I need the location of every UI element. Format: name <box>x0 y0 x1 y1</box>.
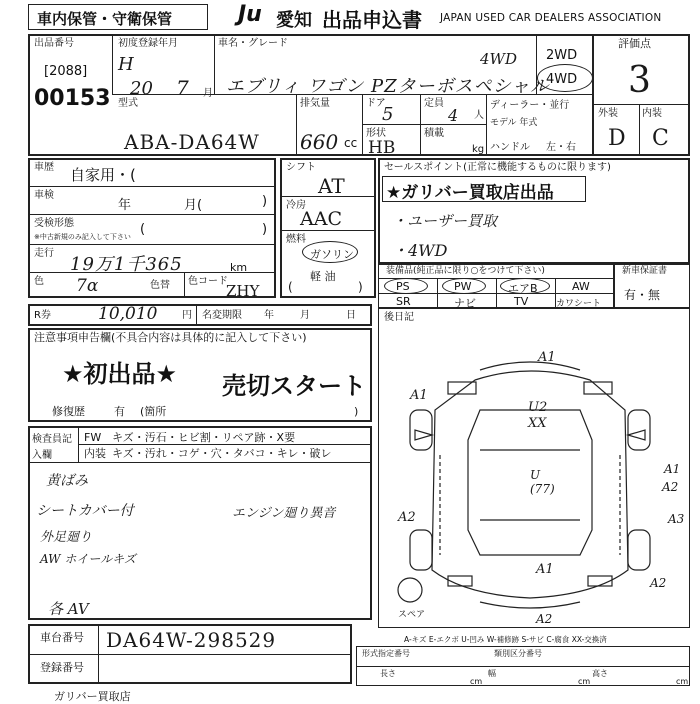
mark-right-side-2: A2 <box>662 480 679 494</box>
body-type-label: 形状 <box>366 128 386 139</box>
fw-items: キズ・汚石・ヒビ割・リペア跡・X要 <box>112 431 296 444</box>
inspection-month: 月( <box>184 198 203 213</box>
body-type-value: HB <box>368 138 396 158</box>
reg-label: 登録番号 <box>40 661 84 674</box>
fw-label: FW <box>84 431 102 444</box>
gulliver-banner-text: ★ガリバー買取店出品 <box>386 183 554 203</box>
displacement-label: 排気量 <box>300 98 330 109</box>
warranty-label: 新車保証書 <box>622 266 668 276</box>
vin-label: 車台番号 <box>40 631 84 644</box>
name-change-year: 年 <box>264 310 274 321</box>
fuel-label: 燃料 <box>286 234 306 245</box>
storage-note-box <box>28 4 208 30</box>
capacity-unit: 人 <box>474 110 484 121</box>
recycle-value: 10,010 <box>98 304 158 324</box>
inspection-close: ) <box>262 194 268 209</box>
equipment-label: 装備品(純正品に限り○をつけて下さい) <box>386 266 545 276</box>
form-title: 出品申込書 <box>322 8 422 32</box>
load-label: 積載 <box>424 128 444 139</box>
mark-rear-center: A1 <box>536 562 554 577</box>
inspector-note-3: 外足廻り <box>40 530 93 545</box>
equip-ps-circle <box>384 278 428 294</box>
fuel-open: ( <box>288 280 293 294</box>
steering-options: 左・右 <box>546 142 576 153</box>
acceptance-open: ( <box>140 222 146 237</box>
inspector-label: 検査員記入欄 <box>32 434 72 461</box>
ac-label: 冷房 <box>286 200 306 211</box>
first-reg-month: 7 <box>176 76 189 100</box>
width-label: 幅 <box>488 669 496 678</box>
interior-items-label: 内装 <box>84 447 106 460</box>
selling-note-user: ・ユーザー買取 <box>392 212 498 230</box>
mark-right-side-1: A1 <box>664 462 681 476</box>
acceptance-label: 受検形態 <box>34 218 74 229</box>
drive-4wd-circle <box>537 64 593 92</box>
history-label: 車歴 <box>34 162 54 173</box>
vin-value: DA64W-298529 <box>106 628 277 652</box>
repair-label: 修復歴 <box>52 405 85 418</box>
repair-close: ) <box>354 405 359 418</box>
first-reg-era: H <box>118 54 134 75</box>
first-reg-month-unit: 月 <box>203 88 213 99</box>
model-value: ABA-DA64W <box>124 130 260 154</box>
repair-value: 有 <box>114 405 125 418</box>
mileage-unit: km <box>230 261 248 274</box>
inspector-note-2: シートカバー付 <box>36 503 134 519</box>
acceptance-note: ※中古新規のみ記入して下さい <box>34 233 131 241</box>
mileage-label: 走行 <box>34 248 54 259</box>
notes-label: 注意事項申告欄(不具合内容は具体的に記入して下さい) <box>34 331 307 344</box>
drive-4wd: 4WD <box>546 72 578 87</box>
sell-start: 売切スタート <box>222 372 366 400</box>
name-change-month: 月 <box>300 310 310 321</box>
model-year-label: モデル 年式 <box>490 118 538 128</box>
interior-grade: C <box>652 126 669 151</box>
mark-rear: A2 <box>536 612 553 626</box>
fuel-diesel: 軽 油 <box>310 270 336 283</box>
shift-label: シフト <box>286 162 316 173</box>
first-listing: ★初出品★ <box>62 360 178 388</box>
height-unit: cm <box>676 677 689 686</box>
steering-label: ハンドル <box>490 142 530 153</box>
name-change-day: 日 <box>346 310 356 321</box>
rating-score: 3 <box>628 60 651 101</box>
car-name-value: エブリィ ワゴン PZターボスペシャル <box>226 76 550 97</box>
inspection-label: 車検 <box>34 190 54 201</box>
repair-location: (箇所 <box>140 405 167 418</box>
mark-center: U (77) <box>530 468 555 496</box>
type-spec-label: 形式指定番号 <box>362 649 410 658</box>
drive-2wd: 2WD <box>546 48 578 63</box>
first-reg-year: 20 <box>130 78 153 99</box>
mark-rear-right: A2 <box>650 576 667 590</box>
height-label: 高さ <box>592 669 608 678</box>
storage-note: 車内保管・守衛保管 <box>37 10 173 28</box>
selling-points-label: セールスポイント(正常に機能するものに限ります) <box>384 162 611 173</box>
footer-partial: ガリバー買取店 <box>54 690 131 703</box>
doors-value: 5 <box>382 104 394 125</box>
equip-sr: SR <box>396 295 411 308</box>
interior-items: キズ・汚れ・コゲ・穴・タバコ・キレ・破レ <box>112 447 332 460</box>
exterior-grade: D <box>608 126 626 151</box>
recycle-label: R券 <box>34 310 51 321</box>
exterior-label: 外装 <box>598 108 618 119</box>
mark-right-side-3: A3 <box>668 512 685 526</box>
first-reg-label: 初度登録年月 <box>118 38 178 49</box>
after-notes-label: 後日記 <box>384 312 414 323</box>
displacement-unit: cc <box>344 136 358 150</box>
name-change-label: 名変期限 <box>202 310 242 321</box>
inspector-engine-note: エンジン廻り異音 <box>232 506 336 521</box>
doors-label: ドア <box>366 98 386 109</box>
recycle-row <box>28 304 372 326</box>
association-name: JAPAN USED CAR DEALERS ASSOCIATION <box>440 12 662 24</box>
capacity-label: 定員 <box>424 98 444 109</box>
color-value: 7α <box>76 276 99 296</box>
inspector-note-5: 各 AV <box>48 600 89 618</box>
mark-front-left: A1 <box>410 388 428 403</box>
mark-front: A1 <box>538 350 556 365</box>
equip-kawaseat: カワシート <box>556 299 602 309</box>
selling-note-4wd: ・4WD <box>392 241 448 260</box>
car-drive-note: 4WD <box>480 50 517 68</box>
length-unit: cm <box>470 677 483 686</box>
color-code-label: 色コード <box>188 276 228 287</box>
interior-label: 内装 <box>642 108 662 119</box>
damage-legend: A-キズ E-エクボ U-凹み W-補修跡 S-サビ C-腐食 XX-交換済 <box>404 635 607 644</box>
ac-value: AAC <box>300 208 342 230</box>
mileage-value: 19万1千365 <box>70 254 183 275</box>
inspector-note-1: 黄ばみ <box>46 473 88 489</box>
fuel-gas: ガソリン <box>310 248 354 261</box>
load-unit: kg <box>472 144 485 155</box>
lot-number: 00153 <box>34 86 111 111</box>
capacity-value: 4 <box>448 106 459 125</box>
equip-ps: PS <box>396 280 410 293</box>
equip-pw: PW <box>454 280 472 293</box>
car-name-label: 車名・グレード <box>218 38 288 49</box>
lot-code: [2088] <box>44 64 88 79</box>
acceptance-close: ) <box>262 222 268 237</box>
mark-left-side: A2 <box>398 510 416 525</box>
equip-tv: TV <box>514 295 529 308</box>
warranty-value: 有・無 <box>624 288 661 302</box>
width-unit: cm <box>578 677 591 686</box>
rating-label: 評価点 <box>618 37 651 50</box>
equip-airbag: エアB <box>508 282 538 295</box>
equip-aw: AW <box>572 280 590 293</box>
inspection-year: 年 <box>118 198 132 213</box>
fuel-gas-circle <box>302 241 358 263</box>
displacement-value: 660 <box>300 130 339 154</box>
lot-label: 出品番号 <box>34 38 74 49</box>
fuel-close: ) <box>358 280 363 294</box>
mark-roof: U2 XX <box>528 400 548 431</box>
equip-pw-circle <box>442 278 486 294</box>
length-label: 長さ <box>380 669 396 678</box>
org-name: 愛知 <box>276 10 312 31</box>
class-label: 類別区分番号 <box>494 649 542 658</box>
equip-navi: ナビ <box>454 297 476 310</box>
color-tone-label: 色替 <box>150 280 170 291</box>
inspector-note-4: AW ホイールキズ <box>40 552 136 566</box>
model-label: 型式 <box>118 98 138 109</box>
shift-value: AT <box>318 174 345 198</box>
recycle-unit: 円 <box>182 310 192 321</box>
ju-logo: Ju <box>238 2 262 27</box>
equip-airbag-circle <box>500 278 550 294</box>
dealer-label: ディーラー・並行 <box>490 100 570 111</box>
spare-label: スペア <box>398 610 426 620</box>
color-code: ZHY <box>226 282 260 300</box>
color-label: 色 <box>34 276 44 287</box>
history-value: 自家用・( <box>70 166 136 184</box>
